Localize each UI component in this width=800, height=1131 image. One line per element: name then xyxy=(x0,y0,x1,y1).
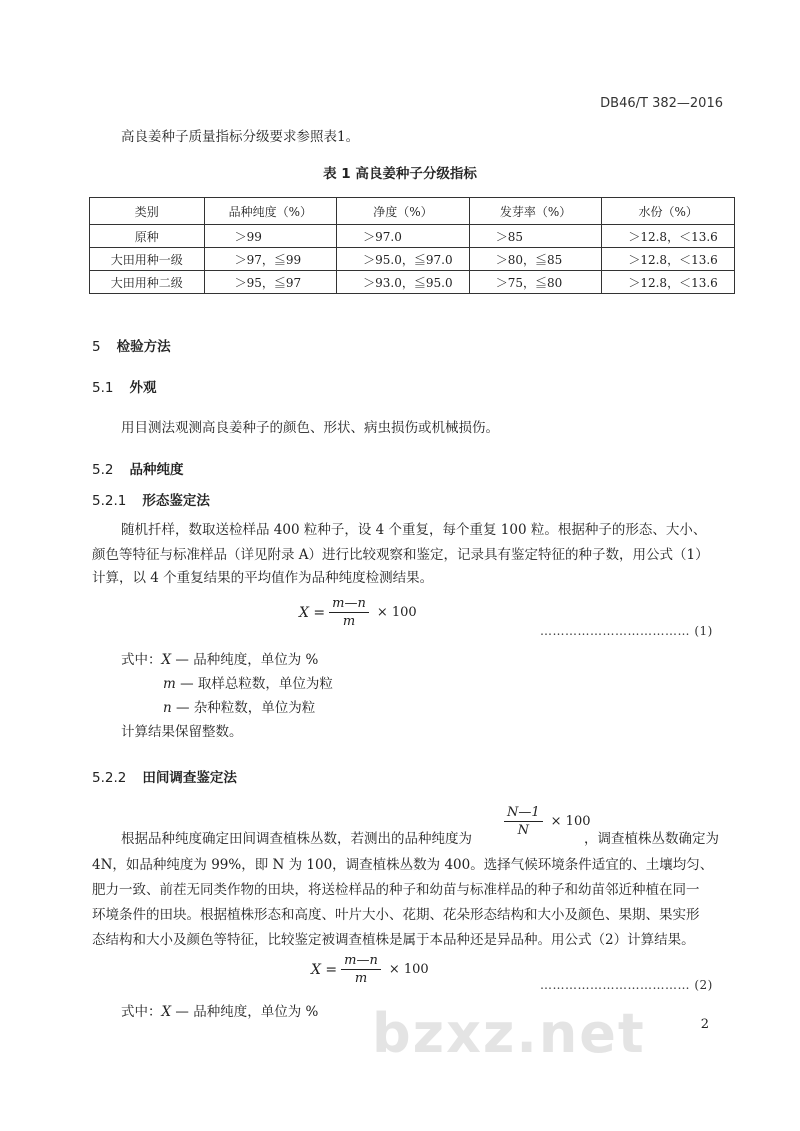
definition-intro: 式中： xyxy=(121,1004,162,1020)
section-5-2-1-line: 颜色等特征与标准样品（详见附录 A）进行比较观察和鉴定，记录具有鉴定特征的种子数，用公式（1） xyxy=(92,547,709,563)
table-row xyxy=(90,248,735,271)
definition-item xyxy=(121,696,333,720)
section-number: 5.1 xyxy=(92,380,114,396)
fraction-denominator: m xyxy=(354,971,368,986)
definition-item xyxy=(121,672,333,696)
definition-item xyxy=(121,648,333,672)
definition-symbol: X xyxy=(161,652,172,668)
table-cell: ＞12.8，＜13.6 xyxy=(602,248,735,271)
section-5-2-2-line1b: ，调查植株丛数确定为 xyxy=(584,831,719,847)
formula-multiplier: × 100 xyxy=(550,814,591,829)
table-row xyxy=(90,225,735,248)
fraction-numerator: N—1 xyxy=(504,805,543,822)
equation-number-2: ……………………………… (2) xyxy=(540,978,713,992)
fraction-numerator: m—n xyxy=(329,596,369,613)
definition-intro: 式中： xyxy=(121,652,162,668)
formula-fraction xyxy=(329,596,369,629)
section-number: 5.2.1 xyxy=(92,493,127,509)
section-5-2-2-line: 4N，如品种纯度为 99%，即 N 为 100，调查植株丛数为 400。选择气候环境条件适宜的、土壤均匀、 xyxy=(92,857,714,873)
section-5-1-text: 用目测法观测高良姜种子的颜色、形状、病虫损伤或机械损伤。 xyxy=(121,420,499,436)
table-cell: ＞12.8，＜13.6 xyxy=(602,271,735,294)
section-5-2-1-line: 随机扦样，数取送检样品 400 粒种子，设 4 个重复，每个重复 100 粒。根据种子的形态、大小、 xyxy=(121,522,707,538)
table-title: 表 1 高良姜种子分级指标 xyxy=(323,166,477,182)
section-5-2-2-line: 肥力一致、前茬无同类作物的田块，将送检样品的种子和幼苗与标准样品的种子和幼苗邻近种植在同一 xyxy=(92,882,700,898)
table-cell: ＞95.0，≦97.0 xyxy=(337,248,470,271)
table-cell: ＞99 xyxy=(204,225,337,248)
table-header-cell: 净度（%） xyxy=(337,198,470,225)
page-number: 2 xyxy=(700,1017,709,1032)
definition-desc: — 品种纯度，单位为 % xyxy=(175,1004,319,1020)
section-5-2-2-line: 态结构和大小及颜色等特征，比较鉴定被调查植株是属于本品种还是异品种。用公式（2）计算结果。 xyxy=(92,932,695,948)
formula-multiplier: × 100 xyxy=(388,962,429,977)
fraction-denominator: N xyxy=(517,823,530,838)
inline-purity-formula xyxy=(500,805,591,838)
section-title: 田间调查鉴定法 xyxy=(142,770,237,786)
table-cell: ＞93.0，≦95.0 xyxy=(337,271,470,294)
table-header-cell: 类别 xyxy=(90,198,205,225)
formula-lhs: X = xyxy=(311,961,338,978)
section-title: 外观 xyxy=(129,380,157,396)
section-5-2-2-line: 环境条件的田块。根据植株形态和高度、叶片大小、花期、花朵形态结构和大小及颜色、果期、果实形 xyxy=(92,907,700,923)
definition-symbol: n xyxy=(163,700,172,716)
table-cell: ＞75，≦80 xyxy=(469,271,602,294)
section-5-2-2-heading xyxy=(92,766,237,786)
table-cell: ＞97，≦99 xyxy=(204,248,337,271)
definition-block-1 xyxy=(121,648,333,744)
table-header-cell: 品种纯度（%） xyxy=(204,198,337,225)
table-header-cell: 发芽率（%） xyxy=(469,198,602,225)
section-5-2-1-line: 计算，以 4 个重复结果的平均值作为品种纯度检测结果。 xyxy=(92,570,434,586)
section-title: 品种纯度 xyxy=(129,462,184,478)
formula-2 xyxy=(311,953,429,986)
section-5-1-heading xyxy=(92,376,156,396)
section-title: 形态鉴定法 xyxy=(142,493,210,509)
equation-number-1: ……………………………… (1) xyxy=(540,624,713,638)
table-cell: ＞80，≦85 xyxy=(469,248,602,271)
table-cell: ＞12.8，＜13.6 xyxy=(602,225,735,248)
table-cell: ＞85 xyxy=(469,225,602,248)
formula-fraction xyxy=(341,953,381,986)
definition-symbol: X xyxy=(161,1004,172,1020)
definition-desc: — 杂种粒数，单位为粒 xyxy=(176,700,316,716)
section-5-2-heading xyxy=(92,458,183,478)
table-cell: ＞95，≦97 xyxy=(204,271,337,294)
definition-symbol: m xyxy=(163,676,176,692)
intro-text: 高良姜种子质量指标分级要求参照表1。 xyxy=(121,129,360,145)
table-cell: 大田用种二级 xyxy=(90,271,205,294)
definition-desc: — 品种纯度，单位为 % xyxy=(175,652,319,668)
fraction-denominator: m xyxy=(342,614,356,629)
formula-multiplier: × 100 xyxy=(376,605,417,620)
table-header-row xyxy=(90,198,735,225)
section-title: 检验方法 xyxy=(116,339,171,355)
watermark-text: bzxz.net xyxy=(372,1002,646,1065)
section-number: 5 xyxy=(92,339,101,355)
section-5-heading xyxy=(92,335,171,355)
section-number: 5.2.2 xyxy=(92,770,127,786)
result-note: 计算结果保留整数。 xyxy=(121,724,243,740)
formula-lhs: X = xyxy=(299,604,326,621)
table-header-cell: 水份（%） xyxy=(602,198,735,225)
grade-table xyxy=(89,197,735,294)
formula-1 xyxy=(299,596,417,629)
section-5-2-1-heading xyxy=(92,489,210,509)
formula-fraction xyxy=(504,805,543,838)
document-code: DB46/T 382—2016 xyxy=(600,96,723,111)
section-number: 5.2 xyxy=(92,462,114,478)
table-row xyxy=(90,271,735,294)
table-cell: 原种 xyxy=(90,225,205,248)
definition-desc: — 取样总粒数，单位为粒 xyxy=(180,676,333,692)
table-cell: 大田用种一级 xyxy=(90,248,205,271)
fraction-numerator: m—n xyxy=(341,953,381,970)
section-5-2-2-line1a: 根据品种纯度确定田间调查植株丛数，若测出的品种纯度为 xyxy=(121,831,472,847)
table-cell: ＞97.0 xyxy=(337,225,470,248)
definition-block-2 xyxy=(121,1000,318,1024)
